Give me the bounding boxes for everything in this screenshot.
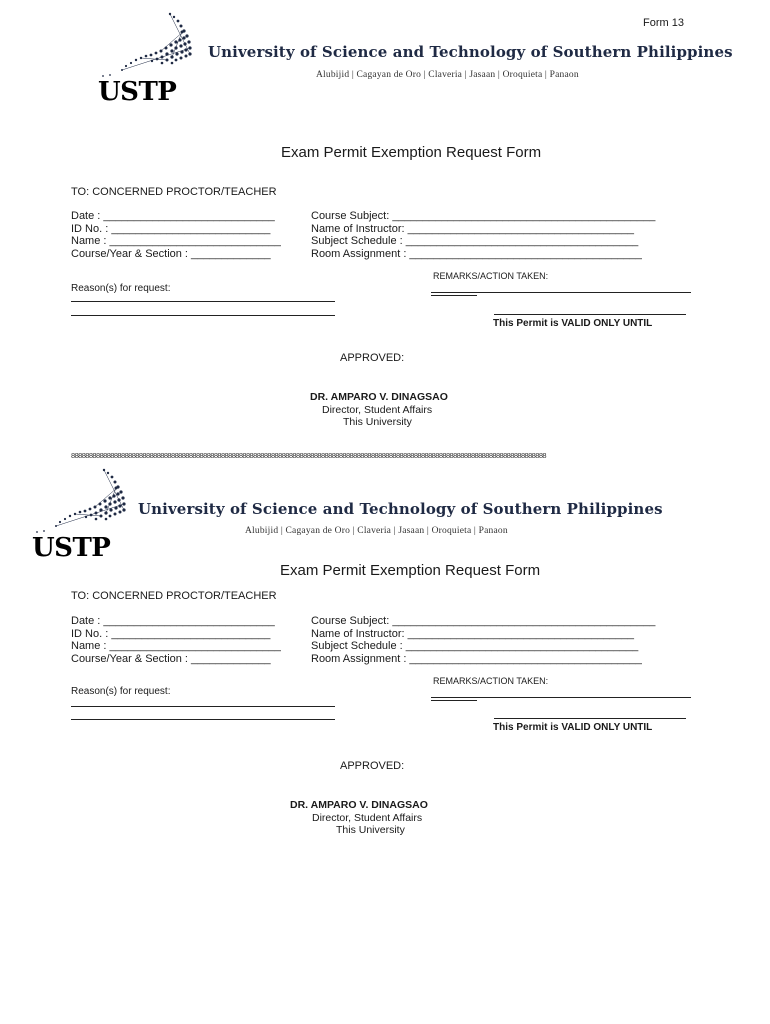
ustp-logo-text: USTP [98, 77, 177, 107]
director-name: DR. AMPARO V. DINAGSAO [310, 391, 448, 403]
university-name-2: University of Science and Technology of Southern Philippines [138, 500, 663, 518]
form-title: Exam Permit Exemption Request Form [281, 144, 542, 161]
course-year-section-field-2[interactable]: Course/Year & Section : _____________ [71, 652, 271, 665]
remarks-line-2[interactable] [431, 697, 691, 698]
date-field-2[interactable]: Date : ____________________________ [71, 615, 275, 627]
left-fields [71, 210, 281, 260]
campus-list-2: Alubijid | Cagayan de Oro | Claveria | Jasaan | Oroquieta | Panaon [245, 526, 508, 536]
right-fields-2 [311, 615, 655, 665]
director-name-2: DR. AMPARO V. DINAGSAO [290, 799, 428, 811]
instructor-name-field-2[interactable]: Name of Instructor: _____________________________________ [311, 627, 634, 640]
instructor-name-field[interactable]: Name of Instructor: _____________________________________ [311, 222, 634, 235]
reasons-line-1-2[interactable] [71, 706, 335, 707]
reasons-line-2[interactable] [71, 315, 335, 316]
subject-schedule-field-2[interactable]: Subject Schedule : ______________________________________ [311, 640, 639, 652]
valid-until-line[interactable] [494, 314, 686, 315]
approved-label-2: APPROVED: [340, 760, 405, 772]
valid-until-label-2: This Permit is VALID ONLY UNTIL [493, 722, 653, 733]
subject-schedule-field[interactable]: Subject Schedule : ______________________________________ [311, 235, 639, 247]
remarks-label-2: REMARKS/ACTION TAKEN: [433, 676, 549, 686]
left-fields-2 [71, 615, 281, 665]
room-assignment-field[interactable]: Room Assignment : ______________________________________ [311, 247, 642, 260]
campus-list: Alubijid | Cagayan de Oro | Claveria | Jasaan | Oroquieta | Panaon [316, 70, 579, 80]
ustp-logo-text: USTP [32, 533, 111, 563]
director-title-2: Director, Student Affairs [312, 812, 423, 824]
remarks-line[interactable] [431, 292, 691, 293]
reasons-line-2-2[interactable] [71, 719, 335, 720]
remarks-line-short [431, 295, 477, 296]
remarks-line-short-2 [431, 700, 477, 701]
approved-label: APPROVED: [340, 352, 405, 364]
date-field[interactable]: Date : ____________________________ [71, 210, 275, 222]
ustp-logo-mark-icon [96, 12, 206, 107]
reasons-label-2: Reason(s) for request: [71, 686, 171, 697]
right-fields [311, 210, 655, 260]
id-number-field-2[interactable]: ID No. : __________________________ [71, 627, 271, 640]
ustp-logo-2 [30, 468, 140, 563]
reasons-label: Reason(s) for request: [71, 283, 171, 294]
course-subject-field-2[interactable]: Course Subject: ___________________________________________ [311, 615, 656, 627]
room-assignment-field-2[interactable]: Room Assignment : ______________________________________ [311, 652, 642, 665]
name-field[interactable]: Name : ____________________________ [71, 235, 281, 247]
course-subject-field[interactable]: Course Subject: ___________________________________________ [311, 210, 656, 222]
university-name: University of Science and Technology of Southern Philippines [208, 43, 733, 61]
valid-until-line-2[interactable] [494, 718, 686, 719]
to-line: TO: CONCERNED PROCTOR/TEACHER [71, 186, 277, 198]
to-line-2: TO: CONCERNED PROCTOR/TEACHER [71, 590, 277, 602]
remarks-label: REMARKS/ACTION TAKEN: [433, 271, 549, 281]
course-year-section-field[interactable]: Course/Year & Section : _____________ [71, 247, 271, 260]
id-number-field[interactable]: ID No. : __________________________ [71, 222, 271, 235]
director-title: Director, Student Affairs [322, 404, 433, 416]
form-number: Form 13 [643, 17, 684, 29]
director-org-2: This University [336, 824, 405, 836]
director-org: This University [343, 416, 412, 428]
ustp-logo-mark-icon [30, 468, 140, 563]
ustp-logo [96, 12, 206, 107]
form-title-2: Exam Permit Exemption Request Form [280, 562, 541, 579]
name-field-2[interactable]: Name : ____________________________ [71, 640, 281, 652]
cut-line: 8888888888888888888888888888888888888888888888888888888888888888888888888888888888888888888888888888888888888888888888888888888888888 [71, 451, 546, 460]
reasons-line-1[interactable] [71, 301, 335, 302]
valid-until-label: This Permit is VALID ONLY UNTIL [493, 318, 653, 329]
